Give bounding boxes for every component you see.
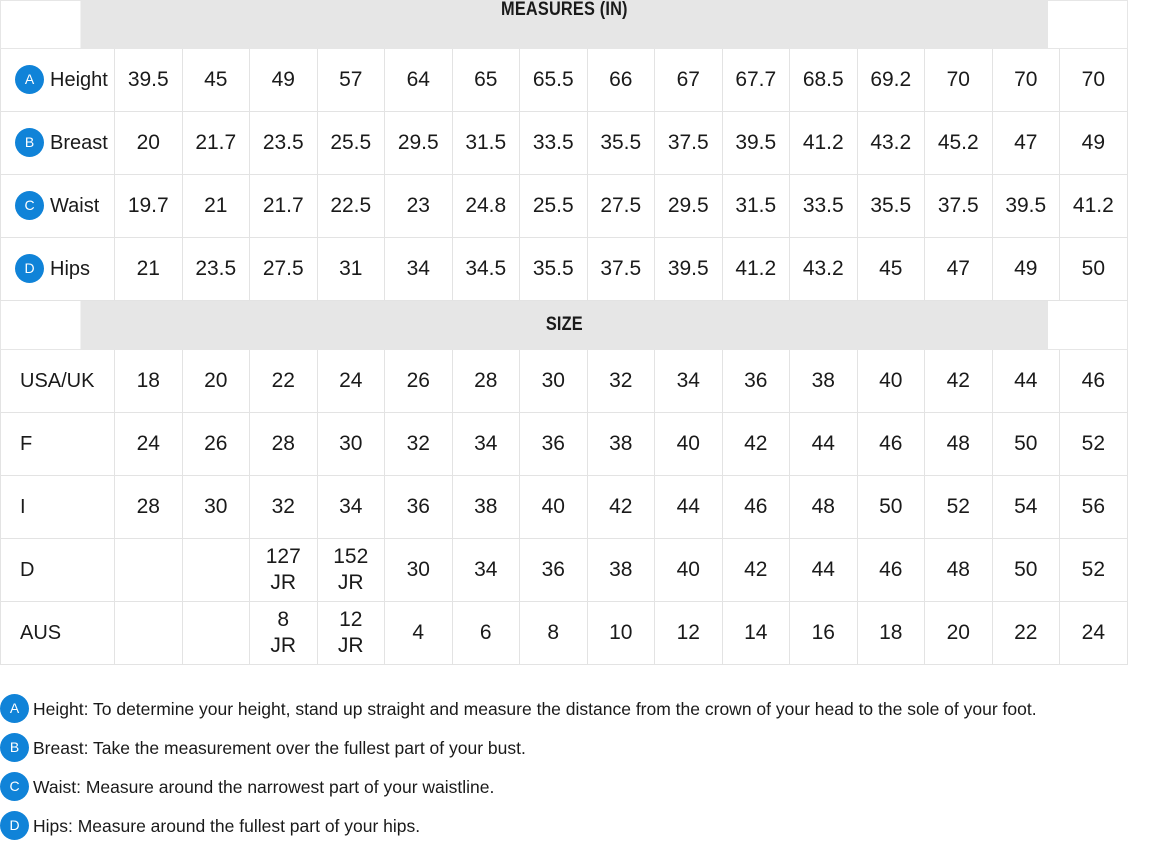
- sizes-value-cell: 4: [385, 602, 453, 665]
- sizes-value-cell: 10: [587, 602, 655, 665]
- measures-value-cell: 21.7: [250, 175, 318, 238]
- sizes-value-cell: 8: [520, 602, 588, 665]
- size-header-row: [1, 301, 1128, 350]
- measures-value-cell: 27.5: [587, 175, 655, 238]
- measures-value-cell: 49: [1060, 112, 1128, 175]
- sizes-value-cell: 54: [992, 476, 1060, 539]
- measures-value-cell: 29.5: [385, 112, 453, 175]
- measures-row-waist: [1, 175, 1128, 238]
- measures-header-row: [1, 1, 1128, 49]
- sizes-value-cell: 152 JR: [317, 539, 385, 602]
- sizes-value-cell: 24: [1060, 602, 1128, 665]
- sizes-value-cell: 48: [790, 476, 858, 539]
- sizes-value-cell: 42: [925, 350, 993, 413]
- sizes-label-cell: [1, 350, 115, 413]
- sizes-value-cell: 42: [722, 413, 790, 476]
- measures-label: Breast: [50, 131, 108, 154]
- sizes-label-cell: [1, 476, 115, 539]
- measures-value-cell: 23.5: [250, 112, 318, 175]
- measures-value-cell: 45: [182, 49, 250, 112]
- measures-value-cell: 50: [1060, 238, 1128, 301]
- sizes-value-cell: 26: [182, 413, 250, 476]
- sizes-row-i: [1, 476, 1128, 539]
- measures-value-cell: 34.5: [452, 238, 520, 301]
- measures-value-cell: 41.2: [1060, 175, 1128, 238]
- measures-value-cell: 69.2: [857, 49, 925, 112]
- sizes-row-aus: [1, 602, 1128, 665]
- measures-value-cell: 39.5: [722, 112, 790, 175]
- letter-badge-icon: B: [0, 733, 29, 762]
- measures-value-cell: 22.5: [317, 175, 385, 238]
- measures-value-cell: 66: [587, 49, 655, 112]
- sizes-value-cell: 44: [790, 413, 858, 476]
- sizes-value-cell: [115, 539, 183, 602]
- measures-value-cell: 21: [115, 238, 183, 301]
- measures-label-cell: [1, 112, 115, 175]
- measures-label: Height: [50, 68, 108, 91]
- sizes-value-cell: 34: [452, 539, 520, 602]
- measures-value-cell: 47: [925, 238, 993, 301]
- measures-value-cell: 27.5: [250, 238, 318, 301]
- note-item: [0, 729, 1150, 768]
- sizes-label: F: [20, 433, 33, 455]
- measures-value-cell: 39.5: [115, 49, 183, 112]
- measures-label-cell: [1, 238, 115, 301]
- sizes-value-cell: 50: [992, 413, 1060, 476]
- note-text: Breast: Take the measurement over the fullest part of your bust.: [33, 738, 526, 758]
- note-item: [0, 807, 1150, 846]
- measures-value-cell: 41.2: [722, 238, 790, 301]
- measures-value-cell: 33.5: [790, 175, 858, 238]
- sizes-row-usa-uk: [1, 350, 1128, 413]
- measures-value-cell: 65.5: [520, 49, 588, 112]
- sizes-label: D: [20, 559, 35, 581]
- measures-value-cell: 31.5: [722, 175, 790, 238]
- measures-value-cell: 70: [992, 49, 1060, 112]
- measures-value-cell: 49: [992, 238, 1060, 301]
- sizes-label-cell: [1, 539, 115, 602]
- sizes-value-cell: 38: [587, 413, 655, 476]
- measures-value-cell: 45: [857, 238, 925, 301]
- sizes-value-cell: 38: [790, 350, 858, 413]
- sizes-value-cell: 26: [385, 350, 453, 413]
- sizes-row-d: [1, 539, 1128, 602]
- sizes-value-cell: 28: [115, 476, 183, 539]
- sizes-value-cell: 6: [452, 602, 520, 665]
- measures-value-cell: 35.5: [857, 175, 925, 238]
- sizes-value-cell: 40: [857, 350, 925, 413]
- measures-value-cell: 43.2: [790, 238, 858, 301]
- measures-row-hips: [1, 238, 1128, 301]
- letter-badge-icon: D: [0, 811, 29, 840]
- sizes-value-cell: 14: [722, 602, 790, 665]
- sizes-value-cell: 18: [115, 350, 183, 413]
- letter-badge-icon: C: [0, 772, 29, 801]
- measures-row-breast: [1, 112, 1128, 175]
- measures-title: MEASURES (IN): [500, 0, 628, 20]
- measures-value-cell: 35.5: [587, 112, 655, 175]
- sizes-value-cell: 36: [385, 476, 453, 539]
- measures-value-cell: 21: [182, 175, 250, 238]
- sizes-value-cell: 22: [250, 350, 318, 413]
- sizes-value-cell: [182, 602, 250, 665]
- sizes-value-cell: 18: [857, 602, 925, 665]
- measures-value-cell: 37.5: [925, 175, 993, 238]
- sizes-value-cell: 46: [857, 539, 925, 602]
- note-text: Height: To determine your height, stand up straight and measure the distance from the crown of your head to the sole of your foot.: [33, 699, 1037, 719]
- measures-value-cell: 25.5: [520, 175, 588, 238]
- sizes-value-cell: 32: [587, 350, 655, 413]
- sizes-value-cell: 34: [452, 413, 520, 476]
- sizes-value-cell: 50: [857, 476, 925, 539]
- sizes-value-cell: 56: [1060, 476, 1128, 539]
- measures-value-cell: 47: [992, 112, 1060, 175]
- measures-value-cell: 39.5: [992, 175, 1060, 238]
- measures-row-height: [1, 49, 1128, 112]
- sizes-value-cell: 44: [655, 476, 723, 539]
- measures-value-cell: 19.7: [115, 175, 183, 238]
- sizes-value-cell: 40: [655, 413, 723, 476]
- note-item: [0, 690, 1150, 729]
- measures-value-cell: 29.5: [655, 175, 723, 238]
- measures-value-cell: 64: [385, 49, 453, 112]
- letter-badge-icon: B: [15, 128, 44, 157]
- sizes-value-cell: 46: [1060, 350, 1128, 413]
- measures-value-cell: 65: [452, 49, 520, 112]
- sizes-value-cell: 16: [790, 602, 858, 665]
- sizes-value-cell: 24: [115, 413, 183, 476]
- sizes-value-cell: [115, 602, 183, 665]
- size-chart-body: [1, 1, 1128, 665]
- note-text: Hips: Measure around the fullest part of your hips.: [33, 816, 421, 836]
- sizes-label: USA/UK: [20, 370, 95, 392]
- sizes-value-cell: 12 JR: [317, 602, 385, 665]
- sizes-value-cell: 32: [250, 476, 318, 539]
- sizes-value-cell: 52: [1060, 539, 1128, 602]
- sizes-row-f: [1, 413, 1128, 476]
- sizes-value-cell: 46: [857, 413, 925, 476]
- measures-value-cell: 37.5: [655, 112, 723, 175]
- sizes-value-cell: 40: [655, 539, 723, 602]
- measures-value-cell: 45.2: [925, 112, 993, 175]
- sizes-value-cell: 30: [385, 539, 453, 602]
- sizes-value-cell: 50: [992, 539, 1060, 602]
- sizes-value-cell: 44: [992, 350, 1060, 413]
- sizes-value-cell: 30: [317, 413, 385, 476]
- sizes-label-cell: [1, 413, 115, 476]
- sizes-value-cell: 127 JR: [250, 539, 318, 602]
- sizes-label-cell: [1, 602, 115, 665]
- sizes-value-cell: 44: [790, 539, 858, 602]
- sizes-value-cell: 52: [1060, 413, 1128, 476]
- sizes-value-cell: 20: [925, 602, 993, 665]
- sizes-value-cell: 20: [182, 350, 250, 413]
- measures-value-cell: 23.5: [182, 238, 250, 301]
- measures-value-cell: 31.5: [452, 112, 520, 175]
- sizes-label: AUS: [20, 622, 62, 644]
- sizes-value-cell: 22: [992, 602, 1060, 665]
- measures-value-cell: 57: [317, 49, 385, 112]
- measures-label: Hips: [50, 257, 91, 280]
- measures-value-cell: 35.5: [520, 238, 588, 301]
- sizes-value-cell: [182, 539, 250, 602]
- sizes-value-cell: 48: [925, 539, 993, 602]
- measures-value-cell: 31: [317, 238, 385, 301]
- sizes-value-cell: 34: [655, 350, 723, 413]
- letter-badge-icon: C: [15, 191, 44, 220]
- note-item: [0, 768, 1150, 807]
- measures-value-cell: 39.5: [655, 238, 723, 301]
- note-text: Waist: Measure around the narrowest part of your waistline.: [33, 777, 495, 797]
- sizes-value-cell: 32: [385, 413, 453, 476]
- measures-value-cell: 34: [385, 238, 453, 301]
- sizes-value-cell: 24: [317, 350, 385, 413]
- measures-value-cell: 21.7: [182, 112, 250, 175]
- sizes-value-cell: 34: [317, 476, 385, 539]
- measures-value-cell: 70: [1060, 49, 1128, 112]
- sizes-value-cell: 40: [520, 476, 588, 539]
- letter-badge-icon: D: [15, 254, 44, 283]
- measures-value-cell: 43.2: [857, 112, 925, 175]
- letter-badge-icon: A: [15, 65, 44, 94]
- sizes-value-cell: 28: [452, 350, 520, 413]
- measures-value-cell: 67.7: [722, 49, 790, 112]
- size-title: SIZE: [545, 314, 583, 335]
- measures-label: Waist: [50, 194, 100, 217]
- sizes-label: I: [20, 496, 26, 518]
- sizes-value-cell: 46: [722, 476, 790, 539]
- measures-value-cell: 23: [385, 175, 453, 238]
- sizes-value-cell: 38: [452, 476, 520, 539]
- sizes-value-cell: 38: [587, 539, 655, 602]
- sizes-value-cell: 30: [182, 476, 250, 539]
- measures-label-cell: [1, 175, 115, 238]
- sizes-value-cell: 12: [655, 602, 723, 665]
- sizes-value-cell: 36: [520, 413, 588, 476]
- sizes-value-cell: 36: [722, 350, 790, 413]
- sizes-value-cell: 52: [925, 476, 993, 539]
- measures-value-cell: 41.2: [790, 112, 858, 175]
- sizes-value-cell: 48: [925, 413, 993, 476]
- letter-badge-icon: A: [0, 694, 29, 723]
- measures-title-cell: [79, 1, 1048, 49]
- measures-value-cell: 70: [925, 49, 993, 112]
- measures-value-cell: 25.5: [317, 112, 385, 175]
- measures-value-cell: 24.8: [452, 175, 520, 238]
- measures-value-cell: 37.5: [587, 238, 655, 301]
- sizes-value-cell: 28: [250, 413, 318, 476]
- size-title-cell: [79, 301, 1048, 350]
- measurement-notes: [0, 690, 1150, 846]
- measures-value-cell: 20: [115, 112, 183, 175]
- sizes-value-cell: 8 JR: [250, 602, 318, 665]
- sizes-value-cell: 42: [722, 539, 790, 602]
- sizes-value-cell: 36: [520, 539, 588, 602]
- sizes-value-cell: 30: [520, 350, 588, 413]
- measures-value-cell: 67: [655, 49, 723, 112]
- measures-label-cell: [1, 49, 115, 112]
- measures-value-cell: 49: [250, 49, 318, 112]
- measures-value-cell: 68.5: [790, 49, 858, 112]
- sizes-value-cell: 42: [587, 476, 655, 539]
- measures-value-cell: 33.5: [520, 112, 588, 175]
